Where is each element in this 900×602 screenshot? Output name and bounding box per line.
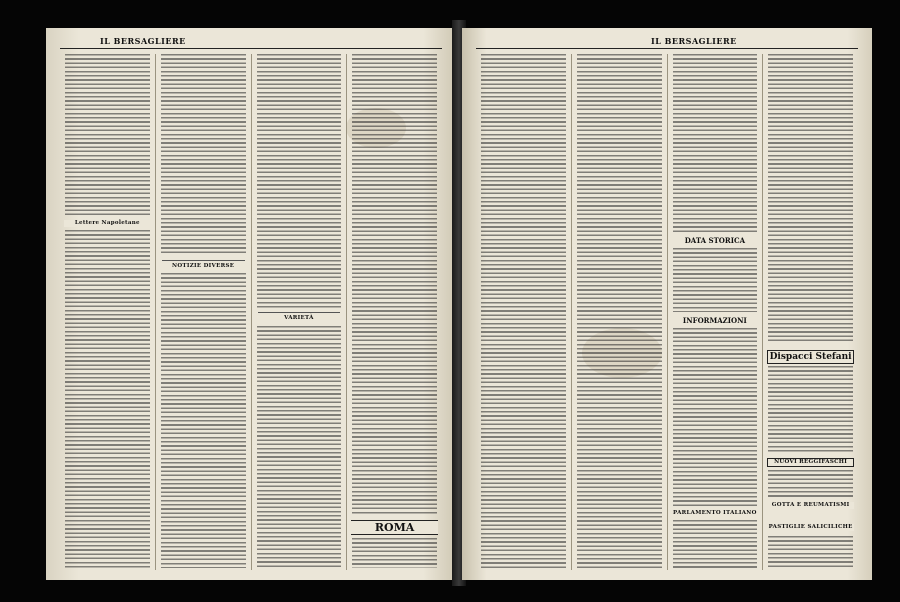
left-masthead: IL BERSAGLIERE <box>100 36 186 46</box>
roma-heading: ROMA <box>351 520 438 535</box>
right-masthead: IL BERSAGLIERE <box>651 36 737 46</box>
article-text <box>161 54 246 254</box>
right-column-2 <box>572 54 668 570</box>
article-text <box>65 230 150 568</box>
article-text <box>161 273 246 568</box>
article-text <box>481 54 566 568</box>
right-page <box>462 28 872 580</box>
parlamento-heading: PARLAMENTO ITALIANO <box>673 510 757 516</box>
left-column-4 <box>347 54 442 570</box>
left-column-2 <box>156 54 252 570</box>
article-text <box>352 538 437 568</box>
gotta-heading: GOTTA E REUMATISMI <box>767 502 854 509</box>
pastiglie-heading: PASTIGLIE SALICILICHE <box>768 524 853 530</box>
article-text <box>768 366 853 454</box>
article-text <box>65 54 150 216</box>
lettere-napoletane-heading: Lettere Napoletane <box>64 220 151 227</box>
reggifaschi-heading: NUOVI REGGIFASCHI <box>767 458 854 467</box>
right-column-4 <box>763 54 858 570</box>
left-columns <box>60 54 442 570</box>
section-rule <box>162 260 245 261</box>
informazioni-heading: INFORMAZIONI <box>672 316 759 325</box>
left-column-1 <box>60 54 156 570</box>
article-text <box>673 248 758 312</box>
article-text <box>768 470 853 498</box>
article-text <box>768 536 853 568</box>
dispacci-stefani-heading: Dispacci Stefani <box>767 350 854 364</box>
article-text <box>257 326 342 568</box>
right-columns <box>476 54 858 570</box>
notizie-diverse-heading: NOTIZIE DIVERSE <box>160 263 247 270</box>
article-text <box>673 520 758 568</box>
varieta-heading: VARIETÀ <box>256 315 343 322</box>
right-column-3 <box>668 54 764 570</box>
left-page-header <box>60 34 442 49</box>
right-page-header <box>476 34 858 49</box>
right-column-1 <box>476 54 572 570</box>
article-text <box>768 54 853 344</box>
article-text <box>673 328 758 506</box>
left-column-3 <box>252 54 348 570</box>
article-text <box>673 54 758 232</box>
article-text <box>577 54 662 568</box>
left-page <box>46 28 456 580</box>
section-rule <box>258 312 341 313</box>
article-text <box>352 54 437 514</box>
article-text <box>257 54 342 308</box>
data-storica-heading: DATA STORICA <box>672 236 759 245</box>
